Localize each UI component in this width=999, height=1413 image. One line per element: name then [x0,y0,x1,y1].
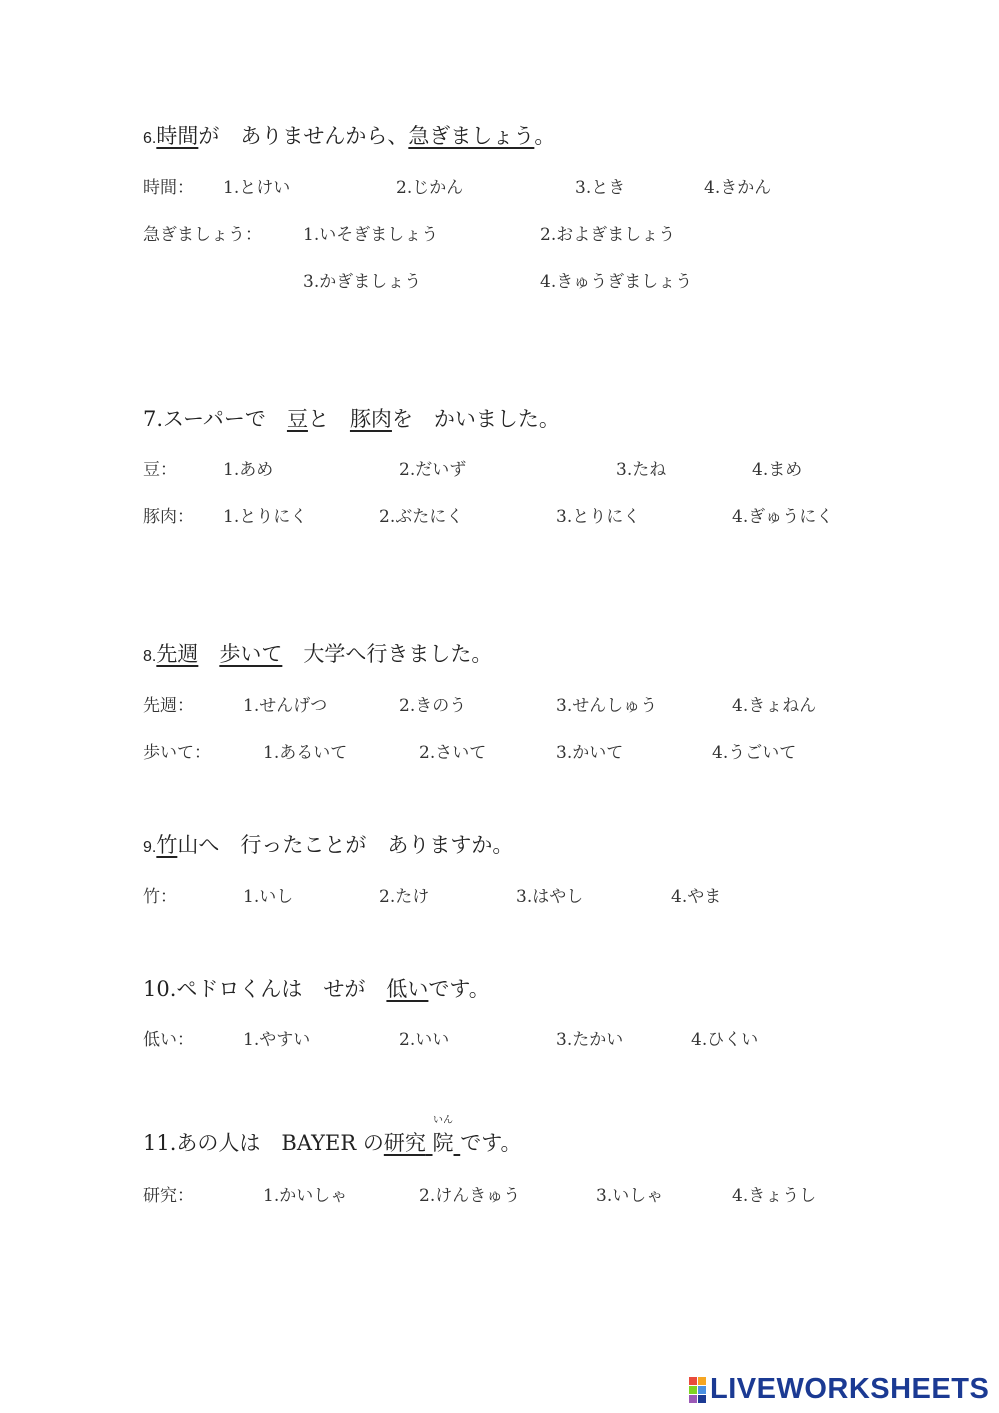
answer-option-1[interactable]: 1.とりにく [223,507,308,527]
answer-option-3[interactable]: 3.とき [575,178,626,198]
row-label: 豚肉： [143,507,194,527]
answer-option-1[interactable]: 1.あめ [223,460,274,480]
answer-option-2[interactable]: 2.きのう [399,696,467,716]
sentence-text: です。 [460,1131,522,1155]
answer-option-2[interactable]: 2.だいず [399,460,467,480]
logo-tile [698,1377,706,1385]
row-label: 研究： [143,1186,194,1206]
answer-option-4[interactable]: 4.やま [671,887,722,907]
underlined-word: 歩いて [219,642,283,666]
answer-option-1[interactable]: 1.いし [243,887,294,907]
ruby-base: 院 [432,1131,454,1155]
answer-option-1[interactable]: 1.せんげつ [243,696,328,716]
question-7-sentence [143,403,560,433]
underlined-word: 竹 [156,833,178,857]
row-label: 先週： [143,696,194,716]
underlined-word: 急ぎましょう [408,124,535,148]
answer-option-3[interactable]: 3.とりにく [556,507,641,527]
furigana: いん [433,1115,454,1126]
answer-option-3[interactable]: 3.いしゃ [596,1186,664,1206]
answer-option-3[interactable]: 3.たかい [556,1030,624,1050]
row-label: 歩いて： [143,743,211,763]
underlined-word: 豆 [286,407,308,431]
underlined-word-kanji: 研究 [383,1131,426,1155]
answer-option-4[interactable]: 4.ぎゅうにく [732,507,834,527]
logo-tile [698,1395,706,1403]
answer-option-4[interactable]: 4.うごいて [712,743,797,763]
answer-option-2[interactable]: 2.いい [399,1030,450,1050]
sentence-text: 山へ 行ったことが ありますか。 [177,833,514,857]
answer-option-3[interactable]: 3.たね [616,460,667,480]
question-number: 8. [143,648,157,665]
answer-option-4[interactable]: 4.まめ [752,460,803,480]
question-6-sentence [143,120,555,150]
question-10-sentence [143,973,490,1003]
question-number: 6. [143,130,157,147]
row-label: 豆： [143,460,177,480]
sentence-text: が ありませんから、 [198,124,409,148]
answer-option-3[interactable]: 3.かぎましょう [303,272,422,292]
answer-option-4[interactable]: 4.きかん [704,178,772,198]
answer-option-1[interactable]: 1.とけい [223,178,291,198]
answer-option-4[interactable]: 4.きょねん [732,696,817,716]
question-11-sentence [143,1115,522,1157]
sentence-text: を かいました。 [391,407,560,431]
answer-option-2[interactable]: 2.けんきゅう [419,1186,521,1206]
row-label: 時間： [143,178,194,198]
logo-tile [689,1386,697,1394]
underlined-word: 低い [386,977,429,1001]
answer-option-1[interactable]: 1.かいしゃ [263,1186,348,1206]
sentence-text: 10.ペドロくんは せが [143,977,387,1001]
answer-option-4[interactable]: 4.きゅうぎましょう [540,272,693,292]
answer-option-2[interactable]: 2.さいて [419,743,487,763]
logo-tile [689,1377,697,1385]
question-9-sentence [143,829,513,859]
question-8-sentence [143,638,492,668]
sentence-text: 7.スーパーで [143,407,287,431]
logo-mark-icon [689,1377,706,1403]
answer-option-1[interactable]: 1.あるいて [263,743,348,763]
answer-option-2[interactable]: 2.およぎましょう [540,225,676,245]
row-label: 竹： [143,887,177,907]
ruby-kanji [432,1115,454,1157]
underlined-word: 先週 [156,642,199,666]
logo-tile [698,1386,706,1394]
answer-option-2[interactable]: 2.ぶたにく [379,507,464,527]
underlined-word: 時間 [156,124,199,148]
question-number: 9. [143,839,157,856]
underlined-word [383,1115,460,1155]
sentence-text: 11.あの人は BAYER の [143,1131,384,1155]
sentence-text: 大学へ行きました。 [282,642,493,666]
liveworksheets-logo[interactable] [689,1373,989,1406]
sentence-text: です。 [428,977,490,1001]
answer-option-4[interactable]: 4.ひくい [691,1030,759,1050]
answer-option-3[interactable]: 3.せんしゅう [556,696,658,716]
sentence-text [198,642,219,666]
answer-option-4[interactable]: 4.きょうし [732,1186,817,1206]
row-label: 低い： [143,1030,194,1050]
answer-option-1[interactable]: 1.いそぎましょう [303,225,439,245]
sentence-text: と [307,407,350,431]
answer-option-1[interactable]: 1.やすい [243,1030,311,1050]
underlined-word: 豚肉 [349,407,392,431]
logo-text: LIVEWORKSHEETS [710,1373,990,1405]
answer-option-3[interactable]: 3.かいて [556,743,624,763]
logo-tile [689,1395,697,1403]
answer-option-2[interactable]: 2.じかん [396,178,464,198]
answer-option-2[interactable]: 2.たけ [379,887,430,907]
answer-option-3[interactable]: 3.はやし [516,887,584,907]
sentence-text: 。 [534,124,556,148]
row-label: 急ぎましょう： [143,225,262,245]
